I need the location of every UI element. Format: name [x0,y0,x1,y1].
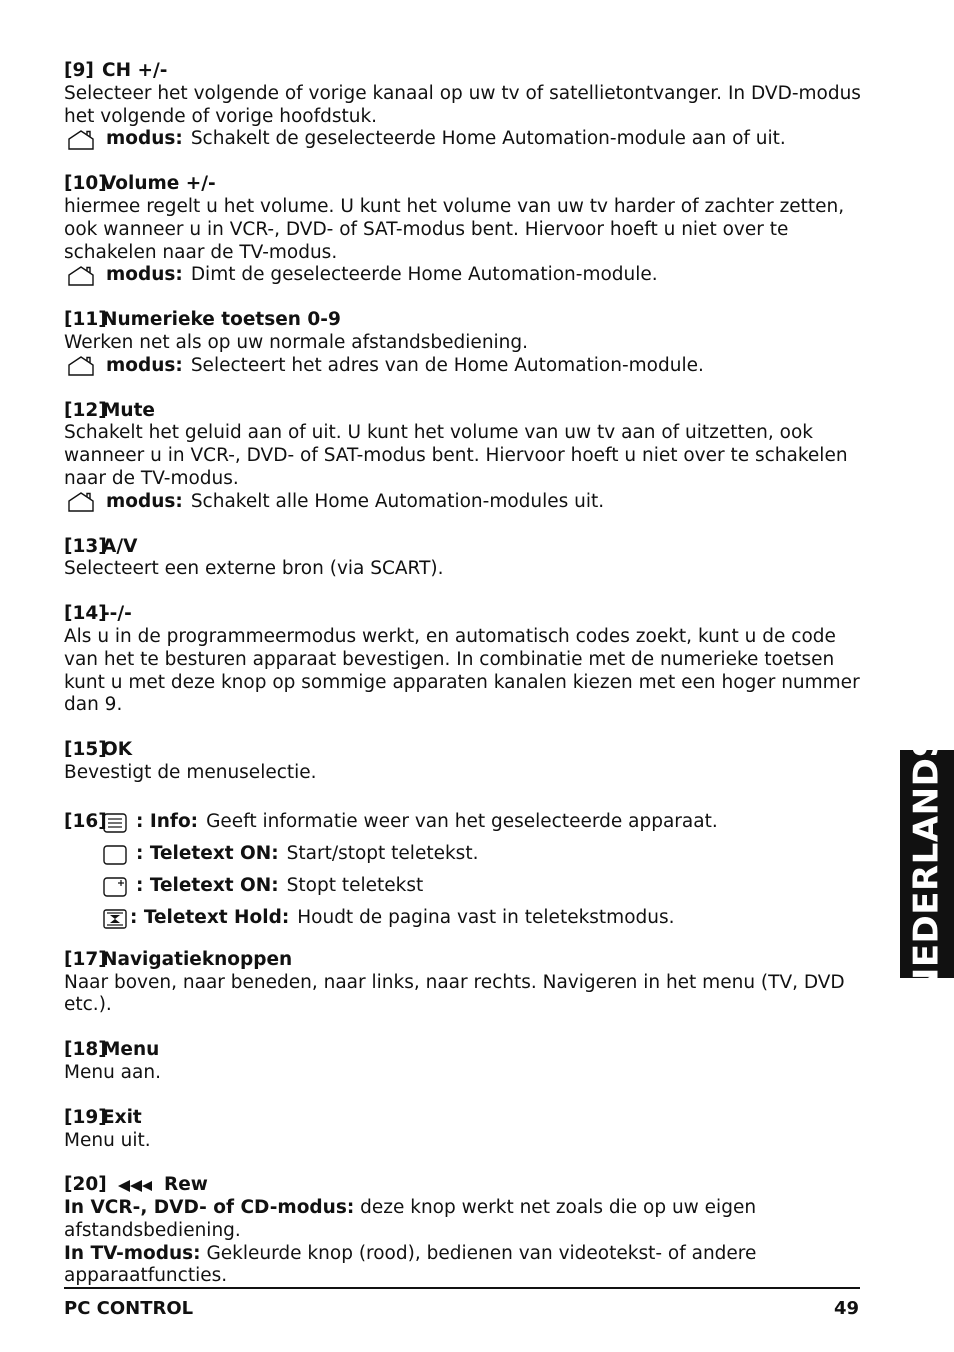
section-body: Naar boven, naar beneden, naar links, naar rechts. Navigeren in het menu (TV, DVD etc.). [64,971,845,1016]
section-number: [11] [64,309,107,331]
teletext-hold-text: Houdt de pagina vast in teletekstmodus. [297,907,675,929]
teletext-on-label: : Teletext ON: [136,843,279,865]
section-exit [64,1107,864,1153]
section-heading [64,949,864,972]
section-number: [10] [64,173,107,195]
page-content [64,60,864,1310]
section-title: OK [102,739,133,761]
section-heading [64,1174,864,1197]
section-title: Mute [102,399,155,421]
section-number: [9] [64,60,94,81]
info-text: Geeft informatie weer van het geselecteerde apparaat. [206,811,718,833]
section-body: Werken net als op uw normale afstandsbediening. [64,331,529,353]
section-body: hiermee regelt u het volume. U kunt het volume van uw tv harder of zachter zetten, ook wanneer u in VCR-, DVD- of SAT-modus bent. Hiervoor hoeft u niet over te schakelen naar de TV-modus. [64,195,845,263]
section-mute [64,400,864,514]
section-title: Exit [102,1106,142,1128]
section-heading [64,603,864,626]
tv-mode-text: Gekleurde knop (rood), bedienen van videotekst- of andere apparaatfuncties. [64,1242,757,1287]
teletext-plus-row [64,871,864,903]
tv-mode-label: In TV-modus: [64,1242,201,1264]
language-label: NEDERLANDS [906,732,947,996]
section-heading [64,60,864,83]
section-ch [64,60,864,151]
section-number: [16] [64,811,107,833]
section-title: Menu [102,1039,160,1061]
vcr-mode-label: In VCR-, DVD- of CD-modus: [64,1197,355,1219]
teletext-plus-label: : Teletext ON: [136,875,279,897]
teletext-hold-row [64,903,864,935]
section-title: Numerieke toetsen 0-9 [102,309,341,331]
home-mode-line [64,355,864,378]
section-number: [17] [64,948,107,970]
section-number: [12] [64,399,107,421]
section-body: Selecteert een externe bron (via SCART). [64,558,444,580]
section-title: --/- [102,603,132,625]
section-teletext [64,807,864,935]
section-ok [64,739,864,785]
mode-label: modus: [106,264,183,286]
mode-text: Schakelt de geselecteerde Home Automation-module aan of uit. [190,128,786,150]
language-side-tab [900,732,954,996]
house-icon [66,266,96,286]
section-body: Bevestigt de menuselectie. [64,761,317,783]
footer-product-name: PC CONTROL [64,1298,194,1319]
info-icon [102,813,128,833]
vcr-mode-paragraph [64,1197,864,1243]
teletext-plus-icon [102,877,128,897]
info-label: : Info: [136,811,199,833]
section-heading [64,1039,864,1062]
section-title: Navigatieknoppen [102,948,293,970]
section-number: [18] [64,1039,107,1061]
teletext-hold-label: : Teletext Hold: [130,907,290,929]
section-title: A/V [102,535,138,557]
mode-label: modus: [106,354,183,376]
mode-label: modus: [106,490,183,512]
section-body: Selecteer het volgende of vorige kanaal op uw tv of satellietontvanger. In DVD-modus het volgende of vorige hoofdstuk. [64,82,861,127]
section-heading [64,400,864,423]
section-number: [14] [64,603,107,625]
section-heading [64,309,864,332]
mode-text: Dimt de geselecteerde Home Automation-module. [190,264,658,286]
home-mode-line [64,128,864,151]
page-number: 49 [833,1298,859,1319]
section-menu [64,1039,864,1085]
section-title: Rew [164,1174,208,1196]
section-body: Als u in de programmeermodus werkt, en automatisch codes zoekt, kunt u de code van het te besturen apparaat bevestigen. In combinatie met de numerieke toetsen kunt u met deze knop op sommige apparaten kanalen kiezen met een hoger nummer dan 9. [64,625,860,716]
section-heading [64,739,864,762]
tv-mode-paragraph [64,1243,864,1289]
section-heading [64,1107,864,1130]
teletext-on-row [64,839,864,871]
mode-text: Schakelt alle Home Automation-modules uit. [190,490,605,512]
rewind-icon [118,1179,154,1193]
section-number: [20] [64,1174,107,1196]
section-numeric-keys [64,309,864,377]
mode-label: modus: [106,128,183,150]
section-navigation [64,949,864,1017]
section-body: Schakelt het geluid aan of uit. U kunt het volume van uw tv aan of uitzetten, ook wanneer u in VCR-, DVD- of SAT-modus bent. Hiervoor hoeft u niet over te schakelen naar de TV-modus. [64,422,848,489]
house-icon [66,130,96,150]
section-av [64,536,864,582]
mode-text: Selecteert het adres van de Home Automation-module. [190,354,704,376]
footer-divider [64,1287,860,1289]
teletext-plus-text: Stopt teletekst [286,875,424,897]
house-icon [66,492,96,512]
home-mode-line [64,491,864,514]
section-digits [64,603,864,717]
house-icon [66,356,96,376]
section-volume [64,173,864,287]
vcr-mode-text: deze knop werkt net zoals die op uw eigen afstandsbediening. [64,1197,757,1241]
section-title: CH +/- [102,60,168,81]
section-heading [64,173,864,196]
section-number: [15] [64,739,107,761]
section-number: [13] [64,535,107,557]
section-body: Menu aan. [64,1061,161,1083]
section-title: Volume +/- [102,173,216,195]
teletext-on-text: Start/stopt teletekst. [286,843,479,865]
info-row [64,807,864,839]
home-mode-line [64,264,864,287]
section-number: [19] [64,1106,107,1128]
teletext-hold-icon [102,909,128,929]
section-rew [64,1174,864,1288]
section-body: Menu uit. [64,1129,151,1151]
section-heading [64,536,864,559]
teletext-on-icon [102,845,128,865]
